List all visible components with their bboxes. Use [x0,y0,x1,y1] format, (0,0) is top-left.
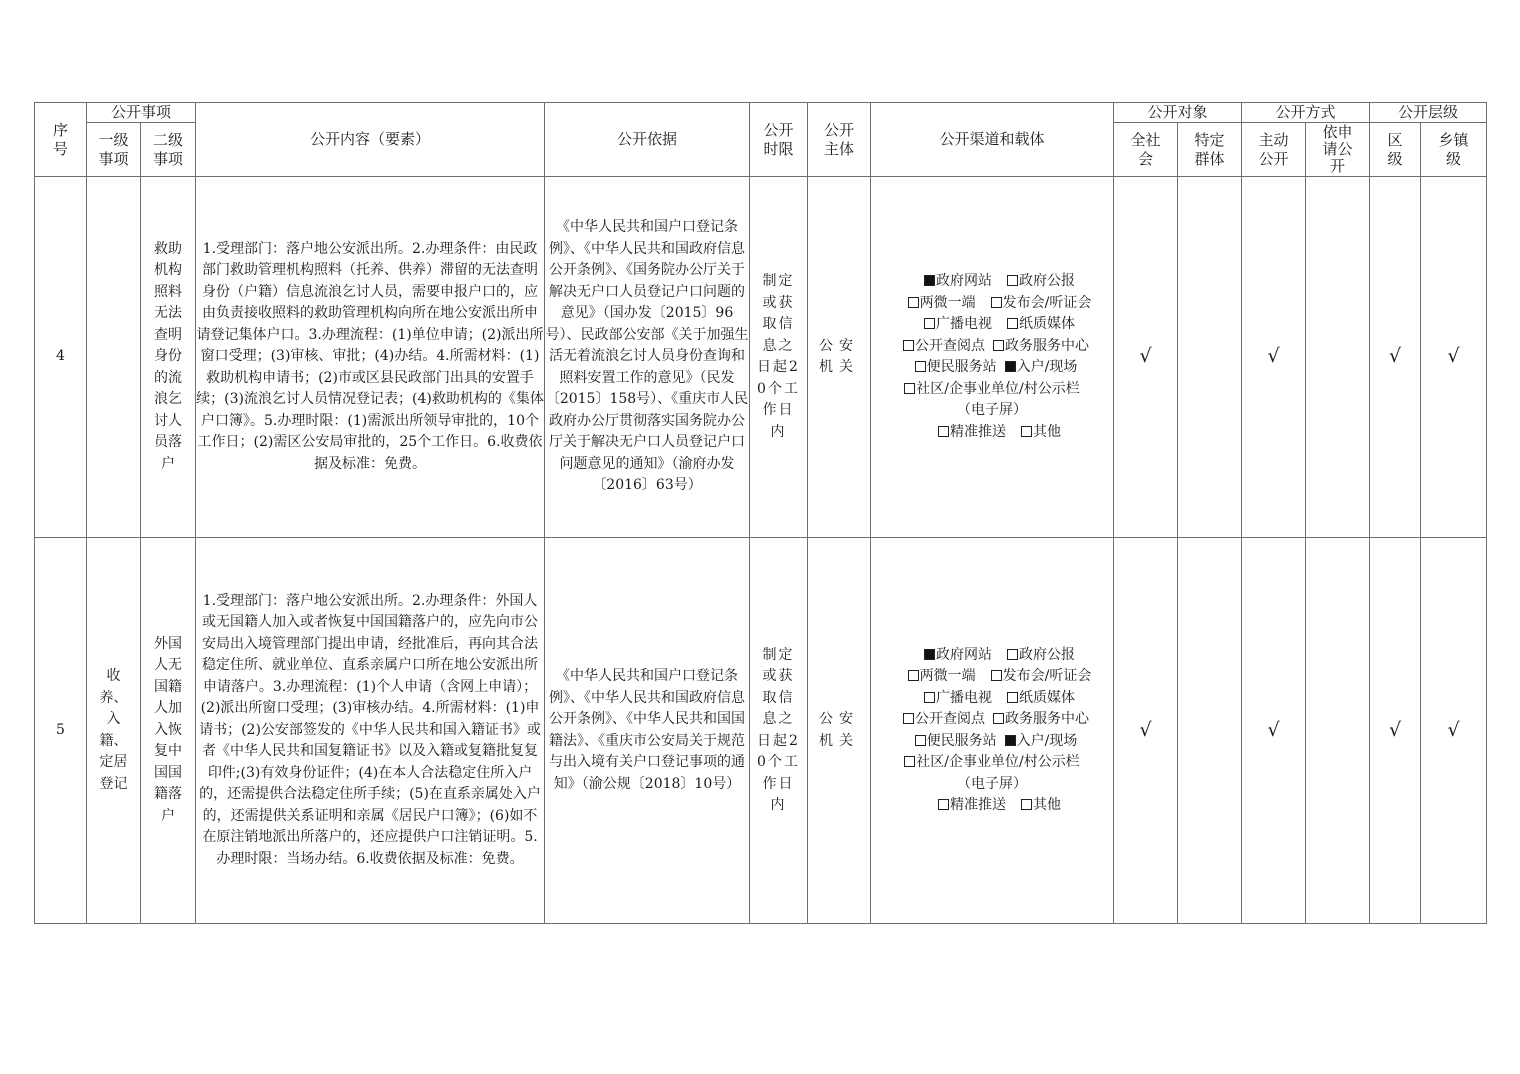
checkbox-other [1021,799,1032,810]
channel-radio-tv: 广播电视 [936,689,993,706]
header-level-district [1370,123,1421,177]
header-level2-label: 二级事项 [152,130,183,168]
header-channels: 公开渠道和载体 [871,103,1114,177]
checkbox-two-micro [908,670,919,681]
table-row [35,538,1487,924]
header-method: 公开方式 [1242,103,1370,123]
header-level: 公开层级 [1370,103,1487,123]
row-channels [871,538,1114,924]
row-seq: 5 [35,538,87,924]
channel-reading-point: 公开查阅点 [915,337,986,354]
channel-two-micro: 两微一端 [919,668,976,684]
row-basis: 《中华人民共和国户口登记条例》、《中华人民共和国政府信息公开条例》、《中华人民共和国国籍法》、《重庆市公安局关于规范与出入境有关户口登记事项的通知》（渝公规〔2018〕10号） [545,538,750,924]
header-matter: 公开事项 [87,103,196,123]
channel-bulletin: 社区/企事业单位/村公示栏 [916,754,1080,770]
channel-two-micro: 两微一端 [919,294,976,311]
row-level2 [141,538,196,924]
row-time-limit-label: 制定或获取信息之日起20个工作日内 [757,646,800,813]
channel-screen: （电子屏） [957,402,1028,418]
row-method-apply [1306,538,1370,924]
checkbox-targeted-push [938,426,949,437]
row-level1-label: 收养、入籍、定居登记 [99,668,128,792]
checkbox-paper-media [1007,692,1018,703]
header-basis: 公开依据 [545,103,750,177]
row-time-limit-label: 制定或获取信息之日起20个工作日内 [757,273,800,440]
row-level1 [87,177,141,538]
header-method-active-label: 主动公开 [1258,130,1289,168]
checkbox-household-onsite [1005,735,1016,746]
header-audience-specific [1178,123,1242,177]
row-level-district: √ [1370,538,1421,924]
checkbox-service-station [915,361,926,372]
checkbox-paper-media [1007,318,1018,329]
disclosure-table [34,102,1487,924]
row-level1 [87,538,141,924]
header-level2 [141,123,196,177]
checkbox-press-conf [991,670,1002,681]
header-content: 公开内容（要素） [196,103,545,177]
channel-press-conf: 发布会/听证会 [1002,668,1092,684]
row-audience-specific [1178,177,1242,538]
row-audience-specific [1178,538,1242,924]
checkbox-reading-point [903,713,914,724]
row-level2-label: 外国人无国籍人加入恢复中国国籍落户 [154,635,182,824]
row-level-town: √ [1421,538,1487,924]
channel-other: 其他 [1033,423,1062,440]
header-audience-all-label: 全社会 [1130,130,1161,168]
header-audience: 公开对象 [1114,103,1242,123]
checkbox-service-center [993,713,1004,724]
channel-service-station: 便民服务站 [926,732,997,749]
header-level-town-label: 乡镇级 [1438,130,1469,168]
row-method-apply [1306,177,1370,538]
checkbox-two-micro [908,297,919,308]
checkbox-service-center [993,340,1004,351]
header-method-apply [1306,123,1370,177]
row-content: 1.受理部门：落户地公安派出所。2.办理条件：由民政部门救助管理机构照料（托养、供养）滞留的无法查明身份（户籍）信息流浪乞讨人员，需要申报户口的，应由负责接收照料的救助管理机构向所在地公安派出所申请登记集体户口。3.办理流程：(1)单位申请；(2)派出所窗口受理；(3)审核、审批；(4)办结。4.所需材料：(1)救助机构申请书；(2)市或区县民政部门出具的安置手续；(3)流浪乞讨人员情况登记表；(4)救助机构的《集体户口簿》。5.办理时限：(1)需派出所领导审批的，10个工作日；(2)需区公安局审批的，25个工作日。6.收费依据及标准：免费。 [196,177,545,538]
channel-service-station: 便民服务站 [926,359,997,375]
row-content: 1.受理部门：落户地公安派出所。2.办理条件：外国人或无国籍人加入或者恢复中国国籍落户的，应先向市公安局出入境管理部门提出申请，经批准后，再向其合法稳定住所、就业单位、直系亲属户口所在地公安派出所申请落户。3.办理流程：(1)个人申请（含网上申请）；(2)派出所窗口受理；(3)审核办结。4.所需材料：(1)申请书；(2)公安部签发的《中华人民共和国入籍证书》或者《中华人民共和国复籍证书》以及入籍或复籍批复复印件;(3)有效身份证件；(4)在本人合法稳定住所入户的，还需提供合法稳定住所手续；(5)在直系亲属处入户的，还需提供关系证明和亲属《居民户口簿》；(6)如不在原注销地派出所落户的，还应提供户口注销证明。5.办理时限：当场办结。6.收费依据及标准：免费。 [196,538,545,924]
checkbox-radio-tv [924,692,935,703]
channel-paper-media: 纸质媒体 [1019,316,1076,332]
checkbox-bulletin [904,383,915,394]
checkbox-radio-tv [924,318,935,329]
table-row [35,177,1487,538]
checkbox-reading-point [903,340,914,351]
row-level-district: √ [1370,177,1421,538]
channel-gov-gazette: 政府公报 [1019,646,1076,663]
row-method-active: √ [1242,177,1306,538]
checkbox-press-conf [991,297,1002,308]
channel-radio-tv: 广播电视 [936,316,993,332]
row-time-limit [750,538,808,924]
checkbox-service-station [915,735,926,746]
header-time-limit [750,103,808,177]
channel-household-onsite: 入户/现场 [1016,732,1078,749]
row-basis: 《中华人民共和国户口登记条例》、《中华人民共和国政府信息公开条例》、《国务院办公厅关于解决无户口人员登记户口问题的意见》（国办发〔2015〕96号）、民政部公安部《关于加强生活无着流浪乞讨人员身份查询和照料安置工作的意见》（民发〔2015〕158号）、《重庆市人民政府办公厅贯彻落实国务院办公厅关于解决无户口人员登记户口问题意见的通知》（渝府办发〔2016〕63号） [545,177,750,538]
channel-targeted-push: 精准推送 [950,797,1007,813]
channel-screen: （电子屏） [957,775,1028,792]
checkbox-gov-site [924,275,935,286]
channel-household-onsite: 入户/现场 [1016,359,1078,375]
channel-other: 其他 [1033,797,1062,813]
row-audience-all: √ [1114,177,1178,538]
checkbox-other [1021,426,1032,437]
checkbox-gov-site [924,649,935,660]
channel-service-center: 政务服务中心 [1005,711,1090,727]
row-subject [808,177,871,538]
row-channels [871,177,1114,538]
row-subject [808,538,871,924]
row-subject-label: 公安机关 [819,337,860,375]
header-subject [808,103,871,177]
header-seq-label: 序号 [52,120,68,158]
channel-bulletin: 社区/企事业单位/村公示栏 [916,380,1080,397]
row-level2 [141,177,196,538]
header-time-limit-label: 公开时限 [763,120,794,158]
channel-paper-media: 纸质媒体 [1019,689,1076,706]
row-seq: 4 [35,177,87,538]
row-level-town: √ [1421,177,1487,538]
checkbox-household-onsite [1005,361,1016,372]
header-method-apply-label: 依申请公开 [1322,122,1353,175]
row-method-active: √ [1242,538,1306,924]
header-level-town [1421,123,1487,177]
checkbox-bulletin [904,756,915,767]
channel-targeted-push: 精准推送 [950,423,1007,440]
header-level1-label: 一级事项 [98,130,129,168]
header-seq [35,103,87,177]
checkbox-gov-gazette [1007,275,1018,286]
header-audience-specific-label: 特定群体 [1194,130,1225,168]
channel-service-center: 政务服务中心 [1005,337,1090,354]
channel-press-conf: 发布会/听证会 [1002,294,1092,311]
channel-gov-gazette: 政府公报 [1019,273,1076,289]
checkbox-targeted-push [938,799,949,810]
channel-reading-point: 公开查阅点 [915,711,986,727]
row-level2-label: 救助机构照料无法查明身份的流浪乞讨人员落户 [154,240,182,472]
header-method-active [1242,123,1306,177]
channel-gov-site: 政府网站 [936,273,993,289]
row-time-limit [750,177,808,538]
checkbox-gov-gazette [1007,649,1018,660]
header-level1 [87,123,141,177]
header-audience-all [1114,123,1178,177]
header-subject-label: 公开主体 [824,120,855,158]
channel-gov-site: 政府网站 [936,646,993,663]
row-audience-all: √ [1114,538,1178,924]
header-level-district-label: 区级 [1387,130,1403,168]
row-subject-label: 公安机关 [819,711,860,749]
